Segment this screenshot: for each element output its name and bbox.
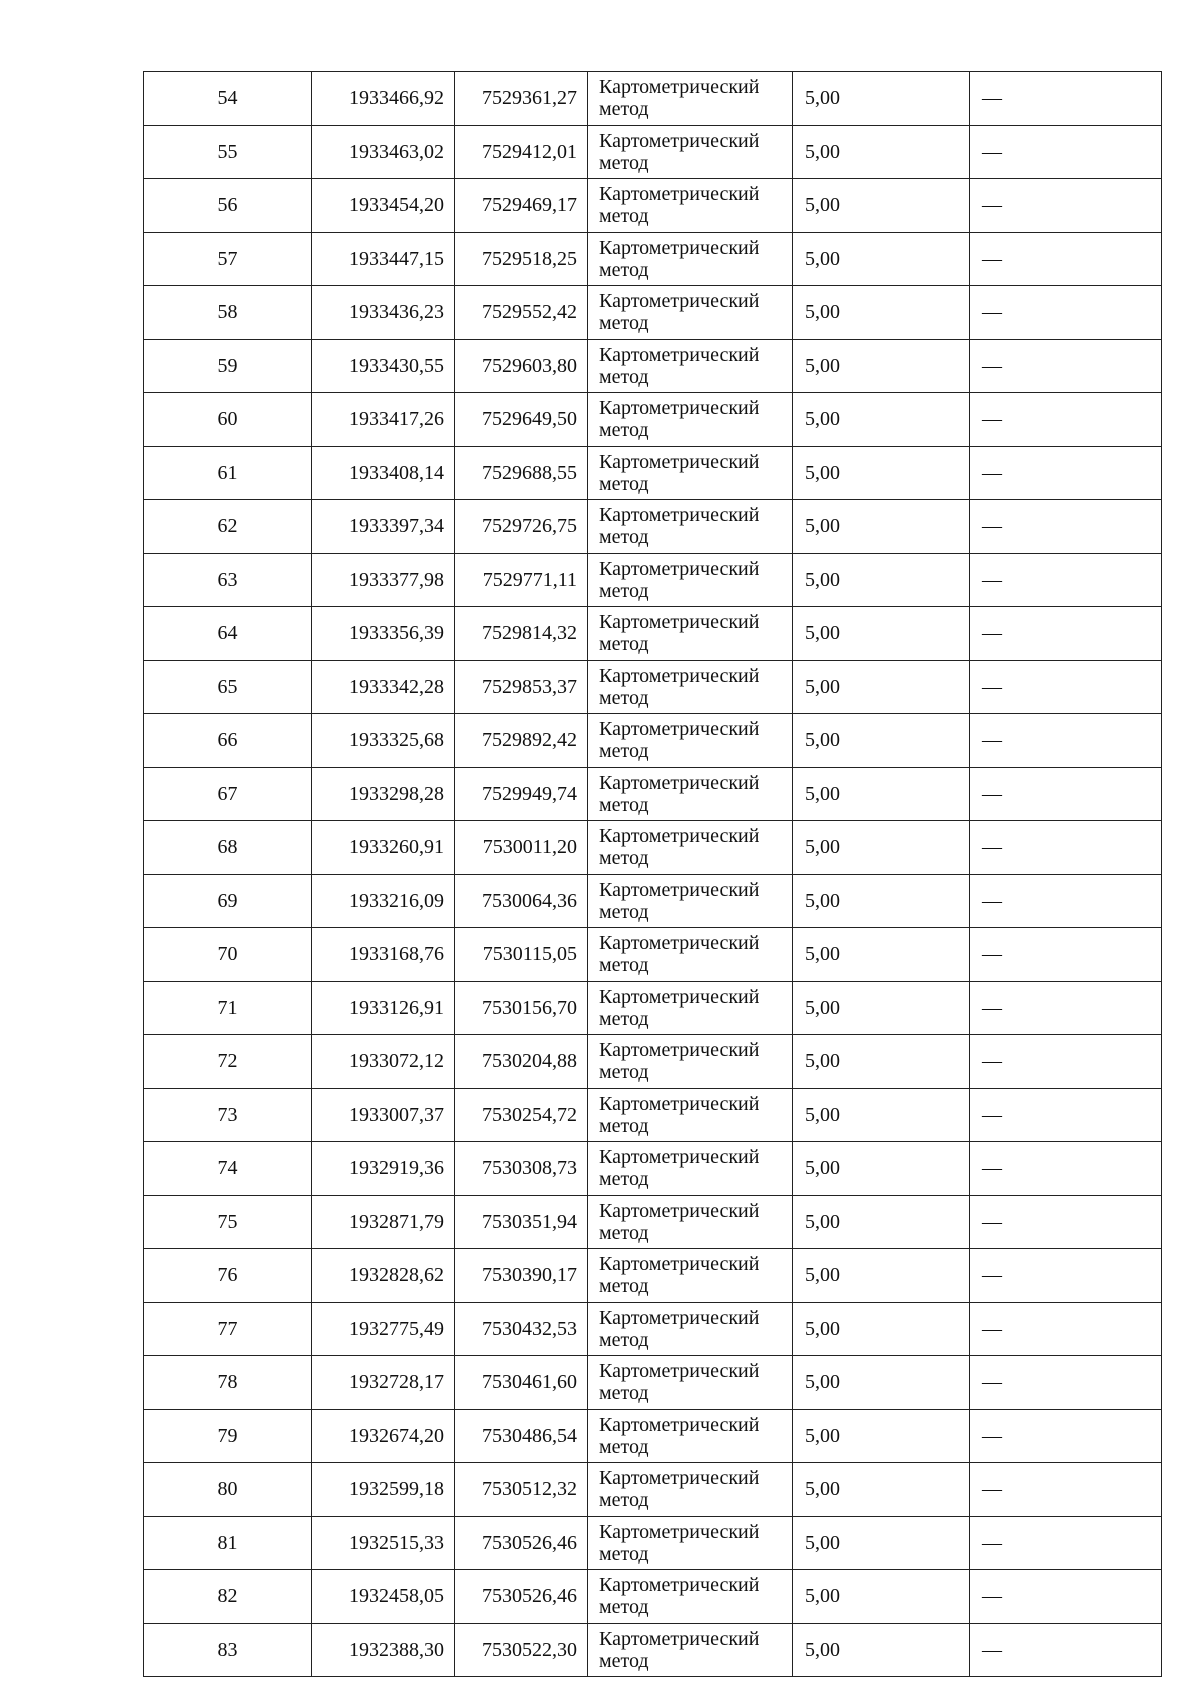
method-text-line1: Картометрический [599, 985, 760, 1008]
point-number-cell: 63 [144, 553, 312, 607]
table-row [144, 446, 1162, 500]
method-text-line2: метод [599, 1328, 649, 1351]
table-row [144, 500, 1162, 554]
coordinates-table-body [144, 72, 1162, 1677]
method-cell [588, 660, 793, 714]
accuracy-cell: 5,00 [793, 1570, 970, 1624]
point-number-cell: 54 [144, 72, 312, 126]
coordinate-y-cell: 7529814,32 [455, 607, 588, 661]
table-row [144, 1035, 1162, 1089]
accuracy-cell: 5,00 [793, 1249, 970, 1303]
coordinate-y-cell: 7529853,37 [455, 660, 588, 714]
point-number-cell: 74 [144, 1142, 312, 1196]
method-text-line1: Картометрический [599, 1467, 760, 1490]
coordinate-y-cell: 7529688,55 [455, 446, 588, 500]
point-number-cell: 58 [144, 286, 312, 340]
note-dash-cell: — [970, 1516, 1162, 1570]
method-text-line1: Картометрический [599, 1413, 760, 1436]
method-cell [588, 179, 793, 233]
point-number-cell: 80 [144, 1463, 312, 1517]
point-number-cell: 57 [144, 232, 312, 286]
coordinate-y-cell: 7530512,32 [455, 1463, 588, 1517]
note-dash-cell: — [970, 1195, 1162, 1249]
method-text-line2: метод [599, 1489, 649, 1512]
table-row [144, 1463, 1162, 1517]
coordinate-y-cell: 7529603,80 [455, 339, 588, 393]
point-number-cell: 83 [144, 1623, 312, 1677]
accuracy-cell: 5,00 [793, 928, 970, 982]
accuracy-cell: 5,00 [793, 232, 970, 286]
method-cell [588, 1249, 793, 1303]
method-text-line1: Картометрический [599, 290, 760, 313]
point-number-cell: 61 [144, 446, 312, 500]
coordinate-x-cell: 1933466,92 [312, 72, 455, 126]
table-row [144, 72, 1162, 126]
method-text-line1: Картометрический [599, 1092, 760, 1115]
accuracy-cell: 5,00 [793, 1035, 970, 1089]
coordinate-y-cell: 7529771,11 [455, 553, 588, 607]
coordinate-y-cell: 7530526,46 [455, 1516, 588, 1570]
method-cell [588, 1409, 793, 1463]
point-number-cell: 81 [144, 1516, 312, 1570]
coordinate-y-cell: 7530526,46 [455, 1570, 588, 1624]
method-cell [588, 339, 793, 393]
table-row [144, 125, 1162, 179]
point-number-cell: 56 [144, 179, 312, 233]
method-cell [588, 1356, 793, 1410]
note-dash-cell: — [970, 767, 1162, 821]
accuracy-cell: 5,00 [793, 1302, 970, 1356]
coordinate-x-cell: 1932674,20 [312, 1409, 455, 1463]
table-row [144, 1195, 1162, 1249]
note-dash-cell: — [970, 232, 1162, 286]
coordinate-y-cell: 7529469,17 [455, 179, 588, 233]
note-dash-cell: — [970, 1463, 1162, 1517]
point-number-cell: 68 [144, 821, 312, 875]
table-row [144, 232, 1162, 286]
coordinate-x-cell: 1933397,34 [312, 500, 455, 554]
method-cell [588, 72, 793, 126]
accuracy-cell: 5,00 [793, 393, 970, 447]
method-cell [588, 1302, 793, 1356]
method-cell [588, 393, 793, 447]
coordinate-x-cell: 1933447,15 [312, 232, 455, 286]
table-row [144, 1409, 1162, 1463]
point-number-cell: 65 [144, 660, 312, 714]
accuracy-cell: 5,00 [793, 1623, 970, 1677]
method-text-line2: метод [599, 954, 649, 977]
table-row [144, 179, 1162, 233]
method-text-line2: метод [599, 1114, 649, 1137]
method-text-line2: метод [599, 1435, 649, 1458]
point-number-cell: 62 [144, 500, 312, 554]
note-dash-cell: — [970, 339, 1162, 393]
method-cell [588, 500, 793, 554]
method-cell [588, 1035, 793, 1089]
point-number-cell: 64 [144, 607, 312, 661]
method-text-line2: метод [599, 312, 649, 335]
method-text-line1: Картометрический [599, 771, 760, 794]
accuracy-cell: 5,00 [793, 553, 970, 607]
method-cell [588, 1142, 793, 1196]
point-number-cell: 76 [144, 1249, 312, 1303]
method-text-line1: Картометрический [599, 397, 760, 420]
method-text-line2: метод [599, 258, 649, 281]
note-dash-cell: — [970, 286, 1162, 340]
method-cell [588, 1088, 793, 1142]
method-cell [588, 232, 793, 286]
table-row [144, 1623, 1162, 1677]
note-dash-cell: — [970, 874, 1162, 928]
coordinate-y-cell: 7529412,01 [455, 125, 588, 179]
method-cell [588, 607, 793, 661]
accuracy-cell: 5,00 [793, 1195, 970, 1249]
coordinate-x-cell: 1933260,91 [312, 821, 455, 875]
table-row [144, 1088, 1162, 1142]
note-dash-cell: — [970, 981, 1162, 1035]
coordinate-x-cell: 1932728,17 [312, 1356, 455, 1410]
table-row [144, 393, 1162, 447]
coordinate-x-cell: 1933216,09 [312, 874, 455, 928]
coordinate-y-cell: 7530156,70 [455, 981, 588, 1035]
coordinate-y-cell: 7530461,60 [455, 1356, 588, 1410]
table-row [144, 1570, 1162, 1624]
coordinate-x-cell: 1933436,23 [312, 286, 455, 340]
method-text-line2: метод [599, 686, 649, 709]
method-cell [588, 553, 793, 607]
note-dash-cell: — [970, 72, 1162, 126]
accuracy-cell: 5,00 [793, 500, 970, 554]
table-row [144, 339, 1162, 393]
method-text-line1: Картометрический [599, 1306, 760, 1329]
accuracy-cell: 5,00 [793, 72, 970, 126]
coordinate-x-cell: 1933454,20 [312, 179, 455, 233]
coordinate-y-cell: 7530486,54 [455, 1409, 588, 1463]
method-text-line1: Картометрический [599, 1039, 760, 1062]
table-row [144, 660, 1162, 714]
coordinate-y-cell: 7530351,94 [455, 1195, 588, 1249]
note-dash-cell: — [970, 1356, 1162, 1410]
table-row [144, 1356, 1162, 1410]
method-text-line2: метод [599, 151, 649, 174]
method-text-line1: Картометрический [599, 718, 760, 741]
method-cell [588, 821, 793, 875]
method-cell [588, 1623, 793, 1677]
accuracy-cell: 5,00 [793, 339, 970, 393]
method-text-line1: Картометрический [599, 450, 760, 473]
method-text-line1: Картометрический [599, 611, 760, 634]
coordinates-table [143, 71, 1162, 1677]
coordinate-x-cell: 1933377,98 [312, 553, 455, 607]
note-dash-cell: — [970, 1570, 1162, 1624]
point-number-cell: 79 [144, 1409, 312, 1463]
coordinate-x-cell: 1933298,28 [312, 767, 455, 821]
method-text-line1: Картометрический [599, 1199, 760, 1222]
method-text-line1: Картометрический [599, 236, 760, 259]
method-text-line2: метод [599, 419, 649, 442]
method-cell [588, 1570, 793, 1624]
coordinate-y-cell: 7529726,75 [455, 500, 588, 554]
accuracy-cell: 5,00 [793, 874, 970, 928]
coordinate-x-cell: 1932458,05 [312, 1570, 455, 1624]
table-row [144, 607, 1162, 661]
table-row [144, 981, 1162, 1035]
method-text-line2: метод [599, 1649, 649, 1672]
method-text-line1: Картометрический [599, 557, 760, 580]
note-dash-cell: — [970, 125, 1162, 179]
accuracy-cell: 5,00 [793, 446, 970, 500]
note-dash-cell: — [970, 500, 1162, 554]
method-text-line2: метод [599, 1221, 649, 1244]
method-text-line2: метод [599, 793, 649, 816]
point-number-cell: 71 [144, 981, 312, 1035]
method-cell [588, 928, 793, 982]
method-text-line2: метод [599, 1168, 649, 1191]
point-number-cell: 78 [144, 1356, 312, 1410]
coordinate-y-cell: 7529518,25 [455, 232, 588, 286]
note-dash-cell: — [970, 553, 1162, 607]
coordinate-x-cell: 1932599,18 [312, 1463, 455, 1517]
note-dash-cell: — [970, 1623, 1162, 1677]
note-dash-cell: — [970, 1302, 1162, 1356]
method-cell [588, 446, 793, 500]
method-text-line1: Картометрический [599, 1146, 760, 1169]
method-cell [588, 714, 793, 768]
method-cell [588, 286, 793, 340]
note-dash-cell: — [970, 179, 1162, 233]
accuracy-cell: 5,00 [793, 1516, 970, 1570]
point-number-cell: 82 [144, 1570, 312, 1624]
coordinate-y-cell: 7530115,05 [455, 928, 588, 982]
point-number-cell: 70 [144, 928, 312, 982]
point-number-cell: 55 [144, 125, 312, 179]
coordinate-x-cell: 1933408,14 [312, 446, 455, 500]
coordinate-x-cell: 1932919,36 [312, 1142, 455, 1196]
table-row [144, 767, 1162, 821]
accuracy-cell: 5,00 [793, 607, 970, 661]
method-cell [588, 874, 793, 928]
method-text-line2: метод [599, 365, 649, 388]
accuracy-cell: 5,00 [793, 1463, 970, 1517]
note-dash-cell: — [970, 1409, 1162, 1463]
coordinate-y-cell: 7530204,88 [455, 1035, 588, 1089]
method-text-line1: Картометрический [599, 932, 760, 955]
note-dash-cell: — [970, 1035, 1162, 1089]
method-text-line1: Картометрический [599, 1253, 760, 1276]
method-text-line2: метод [599, 472, 649, 495]
method-text-line1: Картометрический [599, 1574, 760, 1597]
method-text-line1: Картометрический [599, 129, 760, 152]
accuracy-cell: 5,00 [793, 1356, 970, 1410]
method-text-line2: метод [599, 1382, 649, 1405]
coordinate-x-cell: 1932515,33 [312, 1516, 455, 1570]
note-dash-cell: — [970, 821, 1162, 875]
table-row [144, 553, 1162, 607]
note-dash-cell: — [970, 928, 1162, 982]
method-text-line1: Картометрический [599, 1520, 760, 1543]
coordinate-x-cell: 1932871,79 [312, 1195, 455, 1249]
accuracy-cell: 5,00 [793, 1409, 970, 1463]
point-number-cell: 66 [144, 714, 312, 768]
coordinate-y-cell: 7530390,17 [455, 1249, 588, 1303]
coordinate-x-cell: 1933417,26 [312, 393, 455, 447]
method-text-line1: Картометрический [599, 504, 760, 527]
coordinate-y-cell: 7530308,73 [455, 1142, 588, 1196]
coordinate-y-cell: 7529649,50 [455, 393, 588, 447]
method-text-line2: метод [599, 1007, 649, 1030]
table-row [144, 1142, 1162, 1196]
accuracy-cell: 5,00 [793, 660, 970, 714]
method-text-line2: метод [599, 1061, 649, 1084]
accuracy-cell: 5,00 [793, 179, 970, 233]
coordinate-x-cell: 1933325,68 [312, 714, 455, 768]
coordinate-y-cell: 7529949,74 [455, 767, 588, 821]
coordinate-y-cell: 7530522,30 [455, 1623, 588, 1677]
accuracy-cell: 5,00 [793, 286, 970, 340]
method-text-line1: Картометрический [599, 664, 760, 687]
table-row [144, 1249, 1162, 1303]
note-dash-cell: — [970, 1088, 1162, 1142]
method-text-line2: метод [599, 1542, 649, 1565]
accuracy-cell: 5,00 [793, 1142, 970, 1196]
point-number-cell: 73 [144, 1088, 312, 1142]
accuracy-cell: 5,00 [793, 981, 970, 1035]
coordinate-y-cell: 7529361,27 [455, 72, 588, 126]
table-row [144, 928, 1162, 982]
method-text-line1: Картометрический [599, 1360, 760, 1383]
method-text-line2: метод [599, 900, 649, 923]
coordinate-x-cell: 1932828,62 [312, 1249, 455, 1303]
table-row [144, 821, 1162, 875]
method-text-line1: Картометрический [599, 343, 760, 366]
note-dash-cell: — [970, 1142, 1162, 1196]
method-text-line2: метод [599, 98, 649, 121]
coordinate-x-cell: 1932388,30 [312, 1623, 455, 1677]
note-dash-cell: — [970, 607, 1162, 661]
method-cell [588, 1516, 793, 1570]
point-number-cell: 60 [144, 393, 312, 447]
point-number-cell: 67 [144, 767, 312, 821]
accuracy-cell: 5,00 [793, 125, 970, 179]
coordinate-y-cell: 7530011,20 [455, 821, 588, 875]
point-number-cell: 72 [144, 1035, 312, 1089]
point-number-cell: 75 [144, 1195, 312, 1249]
coordinate-x-cell: 1933007,37 [312, 1088, 455, 1142]
coordinate-x-cell: 1933430,55 [312, 339, 455, 393]
method-text-line1: Картометрический [599, 825, 760, 848]
method-text-line1: Картометрический [599, 878, 760, 901]
coordinate-x-cell: 1933463,02 [312, 125, 455, 179]
method-text-line2: метод [599, 579, 649, 602]
table-row [144, 1516, 1162, 1570]
note-dash-cell: — [970, 393, 1162, 447]
method-text-line2: метод [599, 205, 649, 228]
method-text-line2: метод [599, 526, 649, 549]
accuracy-cell: 5,00 [793, 821, 970, 875]
method-cell [588, 1463, 793, 1517]
point-number-cell: 59 [144, 339, 312, 393]
method-cell [588, 125, 793, 179]
coordinate-y-cell: 7530432,53 [455, 1302, 588, 1356]
coordinate-x-cell: 1933072,12 [312, 1035, 455, 1089]
table-row [144, 286, 1162, 340]
method-text-line2: метод [599, 633, 649, 656]
method-cell [588, 981, 793, 1035]
coordinate-x-cell: 1933342,28 [312, 660, 455, 714]
note-dash-cell: — [970, 714, 1162, 768]
coordinate-x-cell: 1932775,49 [312, 1302, 455, 1356]
method-text-line1: Картометрический [599, 76, 760, 99]
method-text-line2: метод [599, 1596, 649, 1619]
coordinate-y-cell: 7530254,72 [455, 1088, 588, 1142]
table-row [144, 714, 1162, 768]
note-dash-cell: — [970, 1249, 1162, 1303]
point-number-cell: 77 [144, 1302, 312, 1356]
method-text-line2: метод [599, 847, 649, 870]
method-text-line2: метод [599, 740, 649, 763]
coordinate-x-cell: 1933356,39 [312, 607, 455, 661]
coordinate-y-cell: 7530064,36 [455, 874, 588, 928]
method-cell [588, 767, 793, 821]
method-cell [588, 1195, 793, 1249]
coordinate-y-cell: 7529892,42 [455, 714, 588, 768]
point-number-cell: 69 [144, 874, 312, 928]
accuracy-cell: 5,00 [793, 714, 970, 768]
coordinate-y-cell: 7529552,42 [455, 286, 588, 340]
coordinate-x-cell: 1933168,76 [312, 928, 455, 982]
method-text-line1: Картометрический [599, 1627, 760, 1650]
table-row [144, 874, 1162, 928]
note-dash-cell: — [970, 446, 1162, 500]
accuracy-cell: 5,00 [793, 1088, 970, 1142]
method-text-line1: Картометрический [599, 183, 760, 206]
table-row [144, 1302, 1162, 1356]
method-text-line2: метод [599, 1275, 649, 1298]
coordinate-x-cell: 1933126,91 [312, 981, 455, 1035]
accuracy-cell: 5,00 [793, 767, 970, 821]
note-dash-cell: — [970, 660, 1162, 714]
